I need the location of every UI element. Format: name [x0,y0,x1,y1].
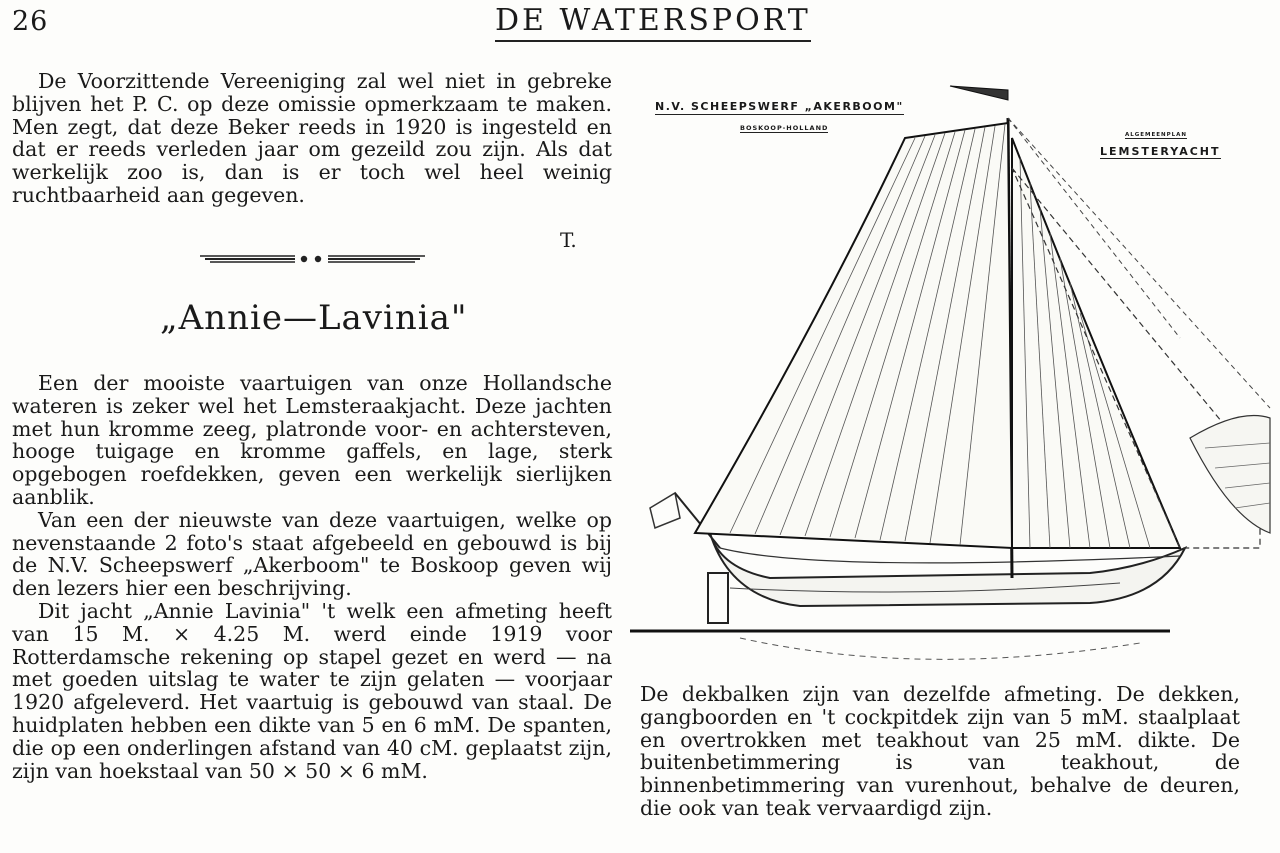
article-body-right [640,683,1240,820]
figure-label-place: BOSKOOP-HOLLAND [740,124,829,132]
running-title: DE WATERSPORT [495,4,811,42]
article-paragraph-2: Van een der nieuwste van deze vaartuigen, welke op nevenstaande 2 foto's staat afgebeeld en gebouwd is bij de N.V. Scheepswerf „Akerboom" te Boskoop geven wij den lezers hier een beschrijving. [12,507,612,601]
figure-label-type: LEMSTERYACHT [1100,145,1221,158]
page-number: 26 [12,6,49,37]
section-divider-ornament [200,252,425,266]
article-body-left [12,372,612,782]
article-title: „Annie—Lavinia" [160,298,468,338]
article-continuation: De dekbalken zijn van dezelfde afmeting. De dekken, gangboorden en 't cockpitdek zijn van 5 mM. staalplaat en overtrokken met teakhout van 25 mM. dikte. De buitenbetimmering is van teakhout, de binnenbetimmering van vurenhout, behalve de deuren, die ook van teak vervaardigd zijn. [640,682,1240,820]
figure-label-yard: N.V. SCHEEPSWERF „AKERBOOM" [655,100,904,113]
article-signature: T. [560,228,577,252]
ship-drawing-illustration [620,78,1275,673]
figure-label-plan: ALGEMEENPLAN [1125,132,1188,138]
article-paragraph-3: Dit jacht „Annie Lavinia" 't welk een afmeting heeft van 15 M. × 4.25 M. werd einde 1919 voor Rotterdamsche rekening op stapel gezet en werd — na met goeden uitslag te water te zijn gelaten — voorjaar 1920 afgeleverd. Het vaartuig is gebouwd van staal. De huidplaten hebben een dikte van 5 en 6 mM. De spanten, die op een onderlingen afstand van 40 cM. geplaatst zijn, zijn van hoekstaal van 50 × 50 × 6 mM. [12,598,612,783]
previous-article-paragraph: De Voorzittende Vereeniging zal wel niet in gebreke blijven het P. C. op deze omissie opmerkzaam te maken. Men zegt, dat deze Beker reeds in 1920 is ingesteld en dat er reeds verleden jaar om gezeild zou zijn. Als dat werkelijk zoo is, dan is er toch wel heel weinig ruchtbaarheid aan gegeven. [12,69,612,207]
article-paragraph-1: Een der mooiste vaartuigen van onze Hollandsche wateren is zeker wel het Lemsteraakjacht. Deze jachten met hun kromme zeeg, platronde voor- en achtersteven, hooge tuigage en kromme gaffels, en lage, sterk opgebogen roefdekken, geven een werkelijk sierlijken aanblik. [12,371,612,509]
